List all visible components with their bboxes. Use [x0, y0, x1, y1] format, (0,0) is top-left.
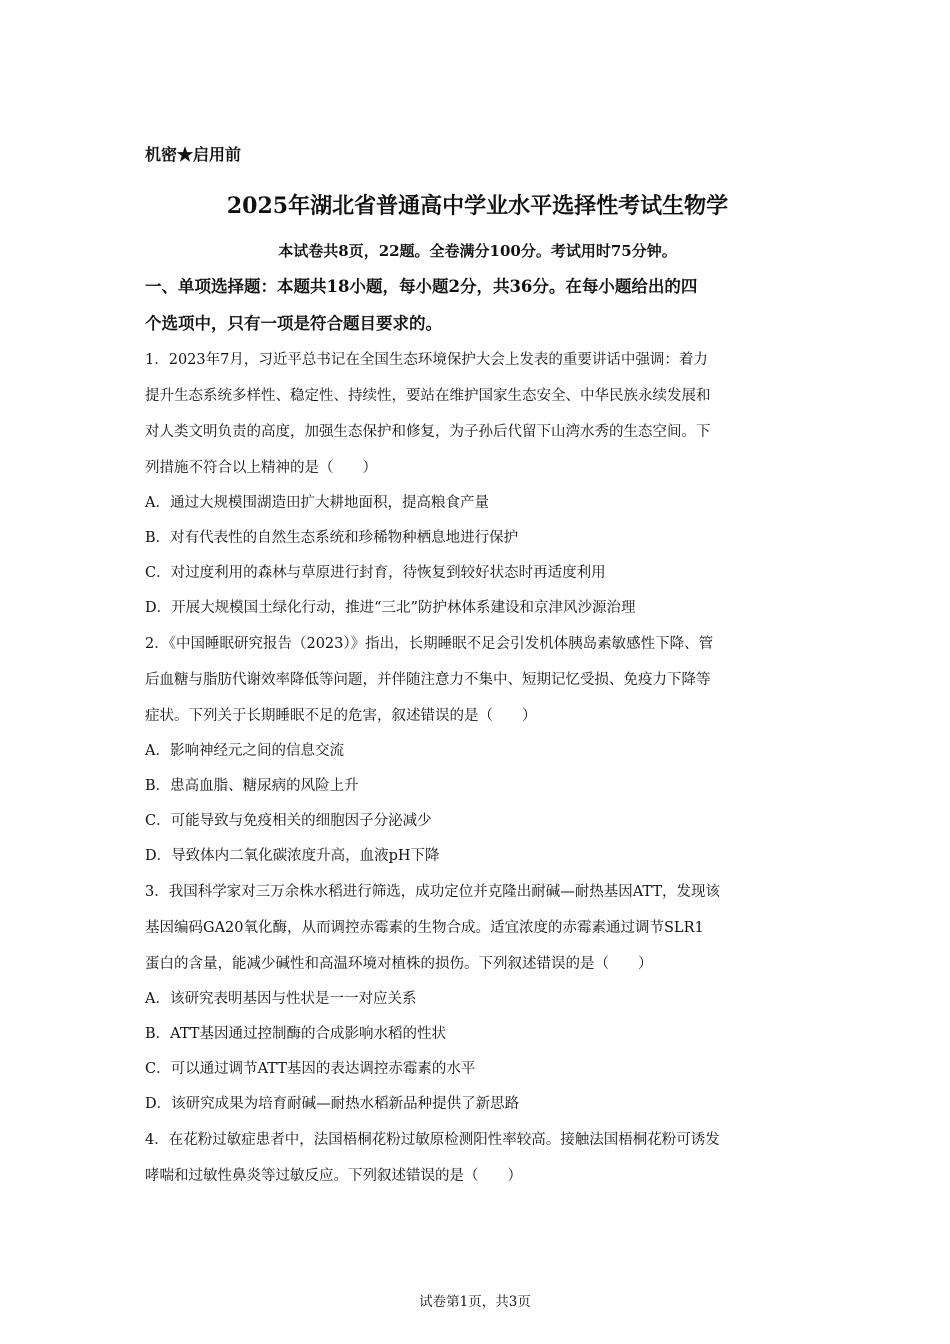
question-line: 后血糖与脂肪代谢效率降低等问题，并伴随注意力不集中、短期记忆受损、免疫力下降等 — [145, 672, 711, 688]
question-line: 1．2023年7月，习近平总书记在全国生态环境保护大会上发表的重要讲话中强调：着力 — [145, 352, 708, 368]
exam-info: 本试卷共8页，22题。全卷满分100分。考试用时75分钟。 — [278, 242, 677, 260]
option-d: D．开展大规模国土绿化行动，推进“三北”防护林体系建设和京津风沙源治理 — [145, 600, 636, 616]
option-b: B．患高血脂、糖尿病的风险上升 — [145, 778, 359, 794]
option-d: D．该研究成果为培育耐碱—耐热水稻新品种提供了新思路 — [145, 1096, 520, 1112]
question-line: 蛋白的含量，能减少碱性和高温环境对植株的损伤。下列叙述错误的是（ ） — [145, 956, 653, 972]
option-c: C．可能导致与免疫相关的细胞因子分泌减少 — [145, 813, 432, 829]
section-heading — [145, 268, 810, 342]
question-line: 列措施不符合以上精神的是（ ） — [145, 460, 377, 476]
option-a: A．影响神经元之间的信息交流 — [145, 743, 344, 759]
question-line: 对人类文明负责的高度，加强生态保护和修复，为子孙后代留下山湾水秀的生态空间。下 — [145, 424, 711, 440]
question-1 — [145, 342, 810, 626]
question-line: 提升生态系统多样性、稳定性、持续性，要站在维护国家生态安全、中华民族永续发展和 — [145, 388, 711, 404]
question-4 — [145, 1122, 810, 1194]
option-a: A．通过大规模围湖造田扩大耕地面积，提高粮食产量 — [145, 495, 489, 511]
page-footer: 试卷第1页，共3页 — [419, 1294, 531, 1310]
option-a: A．该研究表明基因与性状是一一对应关系 — [145, 991, 417, 1007]
option-c: C．可以通过调节ATT基因的表达调控赤霉素的水平 — [145, 1061, 476, 1077]
question-line: 哮喘和过敏性鼻炎等过敏反应。下列叙述错误的是（ ） — [145, 1168, 522, 1184]
section-heading-line: 个选项中，只有一项是符合题目要求的。 — [145, 314, 442, 333]
option-c: C．对过度利用的森林与草原进行封育，待恢复到较好状态时再适度利用 — [145, 565, 606, 581]
option-b: B．对有代表性的自然生态系统和珍稀物种栖息地进行保护 — [145, 530, 519, 546]
question-line: 3．我国科学家对三万余株水稻进行筛选，成功定位并克隆出耐碱—耐热基因ATT，发现该 — [145, 884, 721, 900]
question-line: 4．在花粉过敏症患者中，法国梧桐花粉过敏原检测阳性率较高。接触法国梧桐花粉可诱发 — [145, 1132, 720, 1148]
question-line: 症状。下列关于长期睡眠不足的危害，叙述错误的是（ ） — [145, 708, 537, 724]
exam-title: 2025年湖北省普通高中学业水平选择性考试生物学 — [226, 193, 729, 219]
question-line: 基因编码GA20氧化酶，从而调控赤霉素的生物合成。适宜浓度的赤霉素通过调节SLR1 — [145, 920, 704, 936]
page-content — [145, 140, 810, 1194]
question-line: 2．《中国睡眠研究报告（2023）》指出，长期睡眠不足会引发机体胰岛素敏感性下降、管 — [145, 636, 714, 652]
question-2 — [145, 626, 810, 874]
confidential-label: 机密★启用前 — [145, 145, 242, 164]
option-b: B．ATT基因通过控制酶的合成影响水稻的性状 — [145, 1026, 446, 1042]
option-d: D．导致体内二氧化碳浓度升高，血液pH下降 — [145, 848, 440, 864]
section-heading-line: 一、单项选择题：本题共18小题，每小题2分，共36分。在每小题给出的四 — [145, 277, 698, 296]
question-3 — [145, 874, 810, 1122]
